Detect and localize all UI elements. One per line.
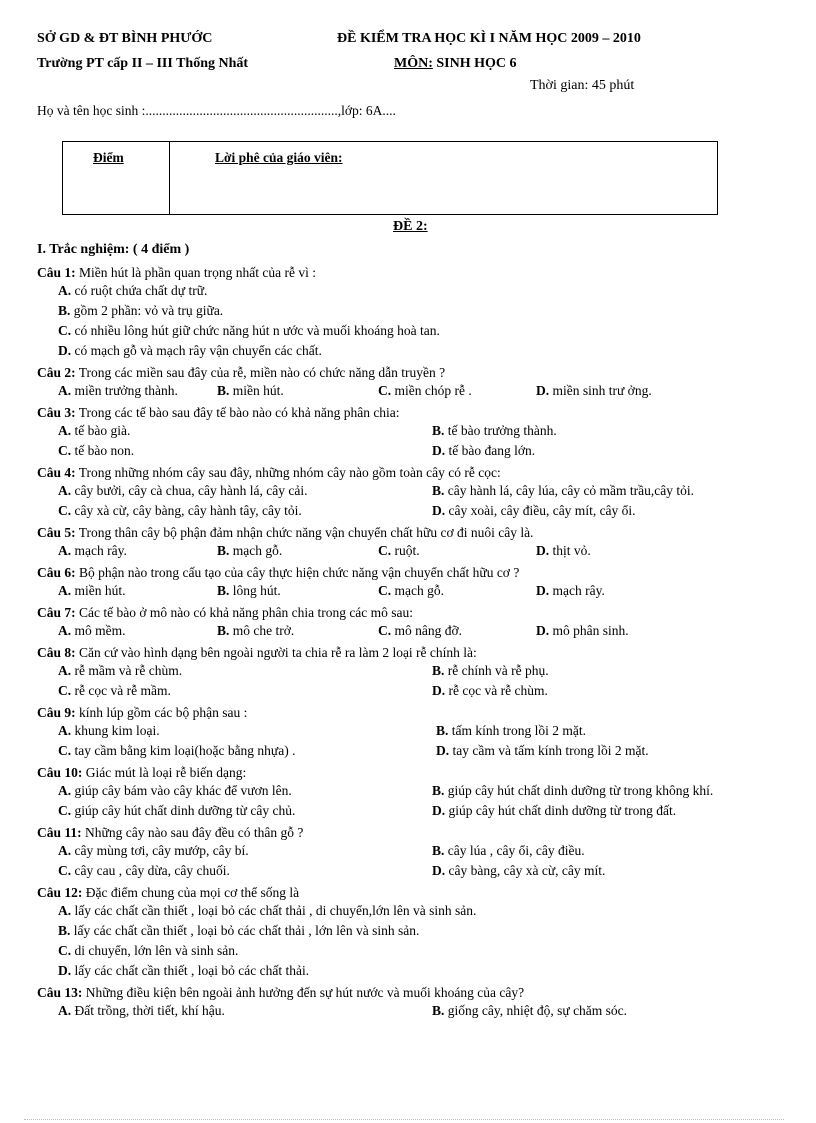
answer-option <box>432 1001 627 1021</box>
answer-option <box>432 441 535 461</box>
option-letter: B. <box>432 783 445 798</box>
subject-line <box>394 56 517 72</box>
question-number: Câu 10: <box>37 765 83 780</box>
question-stem: Giác mút là loại rễ biến dạng: <box>85 765 247 780</box>
option-text: cây cau , cây dừa, cây chuối. <box>74 863 230 878</box>
option-letter: D. <box>536 543 550 558</box>
answer-option <box>432 841 585 861</box>
question-item <box>37 644 777 701</box>
exam-code: ĐỀ 2: <box>393 219 428 234</box>
question-text <box>37 564 777 581</box>
answer-option <box>378 541 420 561</box>
option-letter: C. <box>58 863 72 878</box>
answer-option <box>58 581 126 601</box>
option-text: rễ cọc và rễ mầm. <box>74 683 171 698</box>
option-letter: B. <box>217 383 230 398</box>
page-bottom-rule <box>24 1119 784 1120</box>
question-stem: Những điều kiện bên ngoài ảnh hưởng đến sự hút nước và muối khoáng của cây? <box>85 985 525 1000</box>
option-letter: D. <box>436 743 450 758</box>
question-number: Câu 13: <box>37 985 83 1000</box>
question-text <box>37 464 777 481</box>
answer-option <box>58 323 440 338</box>
answer-option <box>58 781 292 801</box>
option-text: có mạch gỗ và mạch rây vận chuyển các chất. <box>74 343 322 358</box>
option-letter: D. <box>536 583 550 598</box>
option-text: có nhiều lông hút giữ chức năng hút n ước và muối khoáng hoà tan. <box>74 323 440 338</box>
option-text: tấm kính trong lồi 2 mặt. <box>451 723 587 738</box>
question-number: Câu 12: <box>37 885 83 900</box>
answer-option <box>536 381 652 401</box>
option-text: tay cầm và tấm kính trong lồi 2 mặt. <box>452 743 649 758</box>
option-letter: D. <box>536 623 550 638</box>
option-letter: B. <box>432 483 445 498</box>
question-text <box>37 264 777 281</box>
question-stem: kính lúp gồm các bộ phận sau : <box>79 705 248 720</box>
answer-option <box>58 721 160 741</box>
option-text: cây hành lá, cây lúa, cây cỏ mầm trầu,cây tỏi. <box>447 483 695 498</box>
answer-option <box>58 381 178 401</box>
student-name-line: Họ và tên học sinh :.........................................................,lớp: 6A.... <box>37 103 396 118</box>
question-item <box>37 604 777 641</box>
option-text: Đất trồng, thời tiết, khí hậu. <box>74 1003 225 1018</box>
option-letter: B. <box>217 623 230 638</box>
question-item <box>37 364 777 401</box>
question-text <box>37 764 777 781</box>
answer-option <box>58 861 230 881</box>
answer-option <box>217 581 281 601</box>
answer-option <box>58 441 134 461</box>
option-text: giúp cây bám vào cây khác để vươn lên. <box>74 783 292 798</box>
option-letter: D. <box>432 443 446 458</box>
question-number: Câu 8: <box>37 645 76 660</box>
option-letter: A. <box>58 583 72 598</box>
option-text: lấy các chất cần thiết , loại bỏ các chất thải , lớn lên và sinh sản. <box>73 923 420 938</box>
question-item <box>37 884 777 981</box>
answer-option <box>58 943 238 958</box>
answer-option <box>58 481 307 501</box>
question-stem: Những cây nào sau đây đều có thân gỗ ? <box>85 825 304 840</box>
option-letter: D. <box>432 863 446 878</box>
question-number: Câu 9: <box>37 705 76 720</box>
question-item <box>37 564 777 601</box>
option-text: thịt vỏ. <box>552 543 591 558</box>
answer-option <box>432 421 557 441</box>
score-box-divider <box>169 142 170 214</box>
question-text <box>37 644 777 661</box>
answer-option <box>436 741 649 761</box>
option-text: cây lúa , cây ổi, cây điều. <box>447 843 585 858</box>
answer-option <box>58 283 207 298</box>
answer-option <box>432 781 713 801</box>
option-text: gồm 2 phần: vỏ và trụ giữa. <box>73 303 224 318</box>
question-number: Câu 7: <box>37 605 76 620</box>
option-text: miền chóp rễ . <box>394 383 472 398</box>
answer-option <box>378 621 462 641</box>
question-number: Câu 6: <box>37 565 76 580</box>
answer-option <box>432 681 548 701</box>
answer-option <box>432 481 694 501</box>
question-number: Câu 11: <box>37 825 82 840</box>
option-text: tay cầm bằng kim loại(hoặc bằng nhựa) . <box>74 743 296 758</box>
option-text: cây xà cừ, cây bàng, cây hành tây, cây tỏi. <box>74 503 302 518</box>
answer-option <box>58 923 419 938</box>
option-text: miền trưởng thành. <box>74 383 178 398</box>
option-letter: C. <box>378 583 392 598</box>
question-stem: Trong các tế bào sau đây tế bào nào có khả năng phân chia: <box>78 405 400 420</box>
option-text: tế bào trưởng thành. <box>447 423 557 438</box>
option-text: cây xoài, cây điều, cây mít, cây ổi. <box>448 503 636 518</box>
question-item <box>37 984 777 1021</box>
option-letter: B. <box>432 843 445 858</box>
question-text <box>37 884 777 901</box>
option-text: giống cây, nhiệt độ, sự chăm sóc. <box>447 1003 628 1018</box>
option-letter: D. <box>432 683 446 698</box>
option-letter: D. <box>432 803 446 818</box>
answer-option <box>58 661 182 681</box>
option-text: ruột. <box>394 543 420 558</box>
answer-option <box>58 421 130 441</box>
option-letter: C. <box>58 943 72 958</box>
option-text: giúp cây hút chất dinh dưỡng từ trong đất. <box>448 803 677 818</box>
option-text: lấy các chất cần thiết , loại bỏ các chất thải , di chuyển,lớn lên và sinh sản. <box>74 903 477 918</box>
option-letter: A. <box>58 903 72 918</box>
question-stem: Miền hút là phần quan trọng nhất của rễ vì : <box>79 265 316 280</box>
answer-option <box>58 621 126 641</box>
answer-option <box>536 541 591 561</box>
option-letter: C. <box>58 683 72 698</box>
option-text: miền sinh trư ởng. <box>552 383 652 398</box>
option-text: mô che trở. <box>232 623 295 638</box>
question-stem: Các tế bào ở mô nào có khả năng phân chia trong các mô sau: <box>79 605 414 620</box>
question-item <box>37 704 777 761</box>
option-letter: C. <box>58 503 72 518</box>
score-label: Điểm <box>93 150 124 165</box>
answer-option <box>58 343 322 358</box>
option-text: di chuyển, lớn lên và sinh sản. <box>74 943 239 958</box>
section-title: I. Trắc nghiệm: ( 4 điểm ) <box>37 242 190 257</box>
answer-option <box>432 861 605 881</box>
option-letter: C. <box>58 323 72 338</box>
option-text: rễ chính và rễ phụ. <box>447 663 549 678</box>
option-letter: D. <box>58 343 72 358</box>
question-stem: Đặc điểm chung của mọi cơ thể sống là <box>85 885 300 900</box>
option-letter: B. <box>436 723 449 738</box>
subject-name: SINH HỌC 6 <box>436 56 517 71</box>
question-text <box>37 984 777 1001</box>
answer-option <box>217 381 284 401</box>
option-letter: B. <box>432 1003 445 1018</box>
option-text: miền hút. <box>232 383 284 398</box>
option-letter: A. <box>58 543 72 558</box>
question-number: Câu 2: <box>37 365 76 380</box>
question-text <box>37 524 777 541</box>
option-letter: C. <box>378 383 392 398</box>
option-letter: C. <box>58 803 72 818</box>
answer-option <box>378 381 472 401</box>
option-text: giúp cây hút chất dinh dưỡng từ trong không khí. <box>447 783 714 798</box>
option-text: mạch rây. <box>74 543 127 558</box>
option-letter: D. <box>58 963 72 978</box>
question-number: Câu 4: <box>37 465 76 480</box>
answer-option <box>58 841 249 861</box>
question-item <box>37 464 777 521</box>
answer-option <box>536 621 629 641</box>
question-stem: Trong các miền sau đây của rễ, miền nào có chức năng dẫn truyền ? <box>78 365 446 380</box>
option-text: tế bào đang lớn. <box>448 443 536 458</box>
answer-option <box>536 581 605 601</box>
option-text: tế bào già. <box>74 423 131 438</box>
question-item <box>37 264 777 361</box>
answer-option <box>58 1001 225 1021</box>
question-number: Câu 1: <box>37 265 76 280</box>
answer-option <box>58 741 296 761</box>
answer-option <box>58 501 302 521</box>
option-text: lấy các chất cần thiết , loại bỏ các chất thải. <box>74 963 310 978</box>
option-letter: B. <box>217 543 230 558</box>
question-item <box>37 764 777 821</box>
option-letter: A. <box>58 383 72 398</box>
question-stem: Căn cứ vào hình dạng bên ngoài người ta chia rễ ra làm 2 loại rễ chính là: <box>79 645 477 660</box>
teacher-comment-label: Lời phê của giáo viên: <box>215 150 343 165</box>
answer-option <box>58 801 295 821</box>
option-text: mô mềm. <box>74 623 126 638</box>
question-number: Câu 5: <box>37 525 76 540</box>
option-letter: A. <box>58 663 72 678</box>
exam-title: ĐỀ KIỂM TRA HỌC KÌ I NĂM HỌC 2009 – 2010 <box>337 31 641 46</box>
option-letter: B. <box>58 923 71 938</box>
question-text <box>37 604 777 621</box>
option-text: có ruột chứa chất dự trữ. <box>74 283 208 298</box>
option-letter: A. <box>58 1003 72 1018</box>
answer-option <box>58 303 223 318</box>
option-letter: C. <box>378 623 392 638</box>
option-letter: B. <box>432 663 445 678</box>
question-item <box>37 404 777 461</box>
option-letter: D. <box>432 503 446 518</box>
answer-option <box>378 581 444 601</box>
option-text: cây mùng tơi, cây mướp, cây bí. <box>74 843 249 858</box>
question-text <box>37 824 777 841</box>
option-text: mạch gỗ. <box>394 583 444 598</box>
option-letter: C. <box>58 743 72 758</box>
option-text: mạch gỗ. <box>232 543 283 558</box>
answer-option <box>432 801 676 821</box>
question-text <box>37 704 777 721</box>
option-letter: A. <box>58 483 72 498</box>
option-letter: B. <box>58 303 71 318</box>
option-text: giúp cây hút chất dinh dưỡng từ cây chủ. <box>74 803 296 818</box>
answer-option <box>217 541 282 561</box>
answer-option <box>58 963 309 978</box>
option-text: mô phân sinh. <box>552 623 629 638</box>
option-text: cây bưởi, cây cà chua, cây hành lá, cây cải. <box>74 483 308 498</box>
option-text: rễ mầm và rễ chùm. <box>74 663 183 678</box>
answer-option <box>58 541 127 561</box>
question-stem: Bộ phận nào trong cấu tạo của cây thực hiện chức năng vận chuyển chất hữu cơ ? <box>79 565 520 580</box>
option-letter: A. <box>58 723 72 738</box>
answer-option <box>58 903 476 918</box>
department-name: SỞ GD & ĐT BÌNH PHƯỚC <box>37 31 213 46</box>
exam-time: Thời gian: 45 phút <box>530 78 635 93</box>
question-item <box>37 824 777 881</box>
subject-label: MÔN: <box>394 56 433 71</box>
option-text: rễ cọc và rễ chùm. <box>448 683 548 698</box>
school-name: Trường PT cấp II – III Thống Nhất <box>37 56 249 71</box>
option-letter: C. <box>378 543 392 558</box>
question-stem: Trong thân cây bộ phận đảm nhận chức năng vận chuyển chất hữu cơ đi nuôi cây là. <box>78 525 534 540</box>
option-text: miền hút. <box>74 583 126 598</box>
option-text: cây bàng, cây xà cừ, cây mít. <box>448 863 606 878</box>
option-text: mô nâng đỡ. <box>394 623 463 638</box>
answer-option <box>432 501 636 521</box>
option-letter: B. <box>432 423 445 438</box>
option-letter: A. <box>58 843 72 858</box>
option-letter: A. <box>58 623 72 638</box>
answer-option <box>217 621 294 641</box>
option-letter: C. <box>58 443 72 458</box>
option-text: khung kim loại. <box>74 723 160 738</box>
option-letter: B. <box>217 583 230 598</box>
option-text: mạch rây. <box>552 583 605 598</box>
option-letter: D. <box>536 383 550 398</box>
question-text <box>37 404 777 421</box>
question-list <box>37 264 777 1024</box>
question-number: Câu 3: <box>37 405 76 420</box>
option-text: lông hút. <box>232 583 281 598</box>
option-letter: A. <box>58 783 72 798</box>
answer-option <box>432 661 549 681</box>
option-text: tế bào non. <box>74 443 135 458</box>
answer-option <box>58 681 171 701</box>
question-item <box>37 524 777 561</box>
answer-option <box>436 721 586 741</box>
option-letter: A. <box>58 423 72 438</box>
question-text <box>37 364 777 381</box>
option-letter: A. <box>58 283 72 298</box>
score-box <box>62 141 718 215</box>
question-stem: Trong những nhóm cây sau đây, những nhóm cây nào gồm toàn cây có rễ cọc: <box>78 465 501 480</box>
